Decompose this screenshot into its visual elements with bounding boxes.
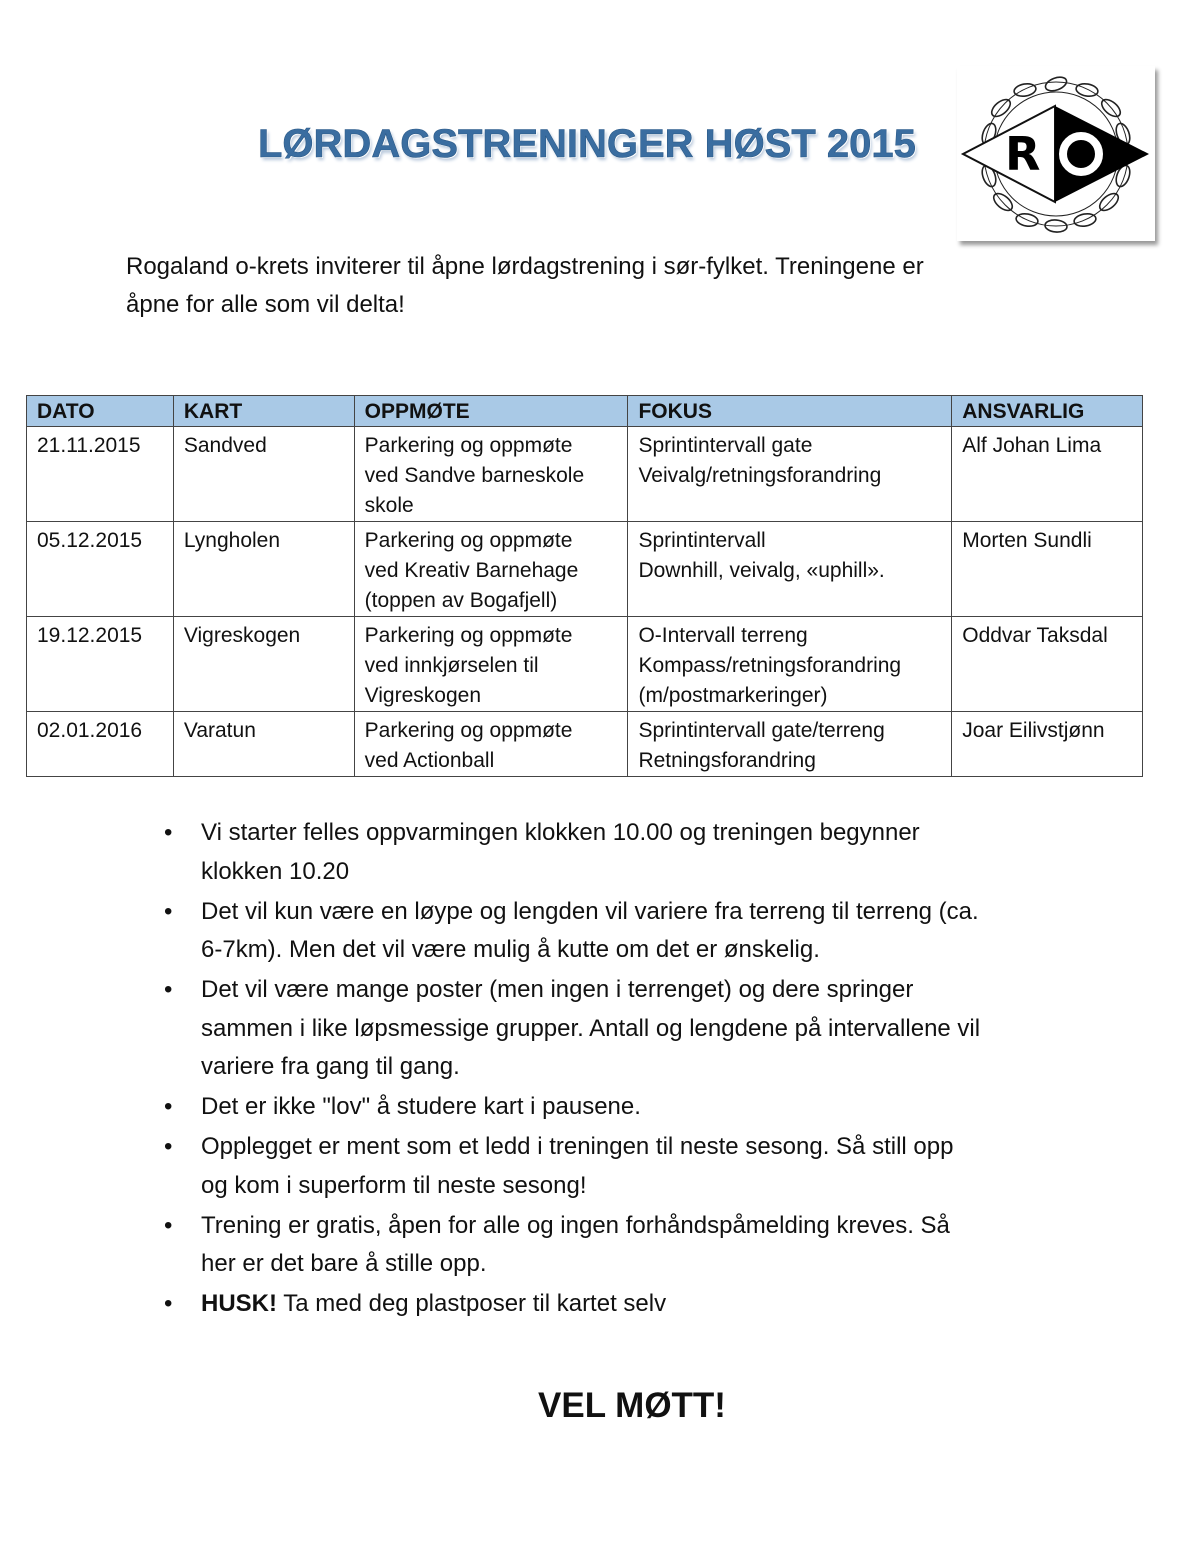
cell-line: Downhill, veivalg, «uphill». — [638, 559, 885, 582]
ro-krets-logo-icon — [957, 66, 1155, 241]
cell-line: Parkering og oppmøte — [364, 529, 573, 552]
column-header-oppmote: OPPMØTE — [354, 396, 628, 427]
cell-dato: 02.01.2016 — [27, 712, 174, 777]
cell-ansvarlig: Alf Johan Lima — [952, 427, 1143, 522]
list-item — [160, 893, 1060, 970]
cell-line: ved Actionball — [364, 749, 495, 772]
list-item-line: Det er ikke "lov" å studere kart i pausene. — [201, 1093, 641, 1120]
list-item-line — [201, 1285, 1060, 1324]
cell-line: Kompass/retningsforandring — [638, 654, 902, 677]
cell-kart: Vigreskogen — [173, 617, 354, 712]
bullet-icon: • — [164, 1093, 173, 1120]
cell-dato: 19.12.2015 — [27, 617, 174, 712]
list-item-line: klokken 10.20 — [201, 857, 350, 885]
table-header-row — [27, 396, 1143, 427]
list-item-line: Vi starter felles oppvarmingen klokken 10.00 og treningen begynner — [201, 819, 920, 846]
list-item-line: Det vil kun være en løype og lengden vil variere fra terreng til terreng (ca. — [201, 897, 979, 925]
cell-kart: Lyngholen — [173, 522, 354, 617]
cell-fokus — [628, 712, 952, 777]
table-row — [27, 522, 1143, 617]
list-item — [160, 1285, 1060, 1324]
cell-line: Parkering og oppmøte — [364, 434, 573, 457]
training-schedule-table — [26, 395, 1143, 777]
list-item — [160, 814, 1060, 891]
cell-line: Vigreskogen — [364, 684, 482, 707]
table-row — [27, 617, 1143, 712]
cell-line: Sprintintervall gate/terreng — [638, 719, 885, 742]
list-item-line: 6-7km). Men det vil være mulig å kutte om det er ønskelig. — [201, 936, 820, 963]
intro-paragraph — [126, 248, 1046, 324]
list-item-line: og kom i superform til neste sesong! — [201, 1171, 587, 1199]
list-item-line: her er det bare å stille opp. — [201, 1250, 487, 1277]
intro-line: åpne for alle som vil delta! — [126, 291, 405, 318]
list-item-line: Opplegget er ment som et ledd i treningen til neste sesong. Så still opp — [201, 1133, 954, 1160]
cell-dato: 21.11.2015 — [27, 427, 174, 522]
list-item-line: Det vil være mange poster (men ingen i terrenget) og dere springer — [201, 976, 914, 1003]
list-item-text: Ta med deg plastposer til kartet selv — [277, 1290, 667, 1317]
cell-line: (toppen av Bogafjell) — [364, 589, 558, 612]
bullet-icon: • — [164, 819, 173, 846]
table-row — [27, 427, 1143, 522]
cell-fokus — [628, 617, 952, 712]
cell-line: O-Intervall terreng — [638, 624, 808, 647]
cell-line: skole — [364, 494, 414, 517]
cell-kart: Sandved — [173, 427, 354, 522]
cell-line: ved innkjørselen til — [364, 654, 539, 677]
cell-line: Parkering og oppmøte — [364, 624, 573, 647]
cell-dato: 05.12.2015 — [27, 522, 174, 617]
bullet-icon: • — [164, 1290, 173, 1317]
bullet-icon: • — [164, 1133, 173, 1160]
cell-oppmote — [354, 712, 628, 777]
bullet-icon: • — [164, 897, 173, 925]
intro-line: Rogaland o-krets inviterer til åpne lørdagstrening i sør-fylket. Treningene er — [126, 253, 924, 280]
column-header-kart: KART — [173, 396, 354, 427]
table-row — [27, 712, 1143, 777]
cell-line: Parkering og oppmøte — [364, 719, 573, 742]
cell-line: Veivalg/retningsforandring — [638, 464, 882, 487]
list-item-line: sammen i like løpsmessige grupper. Antall og lengdene på intervallene vil — [201, 1014, 981, 1042]
bullet-icon: • — [164, 1211, 173, 1239]
list-item — [160, 1128, 1060, 1205]
bullet-icon: • — [164, 976, 173, 1003]
list-item — [160, 971, 1060, 1087]
list-item-line: Trening er gratis, åpen for alle og ingen forhåndspåmelding kreves. Så — [201, 1211, 950, 1239]
list-item — [160, 1207, 1060, 1284]
column-header-fokus: FOKUS — [628, 396, 952, 427]
cell-ansvarlig: Oddvar Taksdal — [952, 617, 1143, 712]
cell-line: ved Sandve barneskole — [364, 464, 585, 487]
column-header-ansvarlig: ANSVARLIG — [952, 396, 1143, 427]
cell-kart: Varatun — [173, 712, 354, 777]
cell-line: Retningsforandring — [638, 749, 816, 772]
cell-line: Sprintintervall gate — [638, 434, 813, 457]
page-title: LØRDAGSTRENINGER HØST 2015 — [258, 122, 916, 166]
cell-oppmote — [354, 617, 628, 712]
cell-line: (m/postmarkeringer) — [638, 684, 828, 707]
cell-oppmote — [354, 427, 628, 522]
cell-fokus — [628, 522, 952, 617]
list-item-line: variere fra gang til gang. — [201, 1053, 460, 1080]
cell-oppmote — [354, 522, 628, 617]
info-bullet-list — [160, 814, 1060, 1325]
list-item — [160, 1088, 1060, 1127]
cell-fokus — [628, 427, 952, 522]
cell-line: ved Kreativ Barnehage — [364, 559, 579, 582]
husk-emphasis: HUSK! — [201, 1290, 277, 1317]
cell-ansvarlig: Morten Sundli — [952, 522, 1143, 617]
cell-line: Sprintintervall — [638, 529, 766, 552]
closing-greeting: VEL MØTT! — [538, 1386, 726, 1425]
cell-ansvarlig: Joar Eilivstjønn — [952, 712, 1143, 777]
column-header-dato: DATO — [27, 396, 174, 427]
logo-letter-r: R — [1005, 127, 1041, 181]
